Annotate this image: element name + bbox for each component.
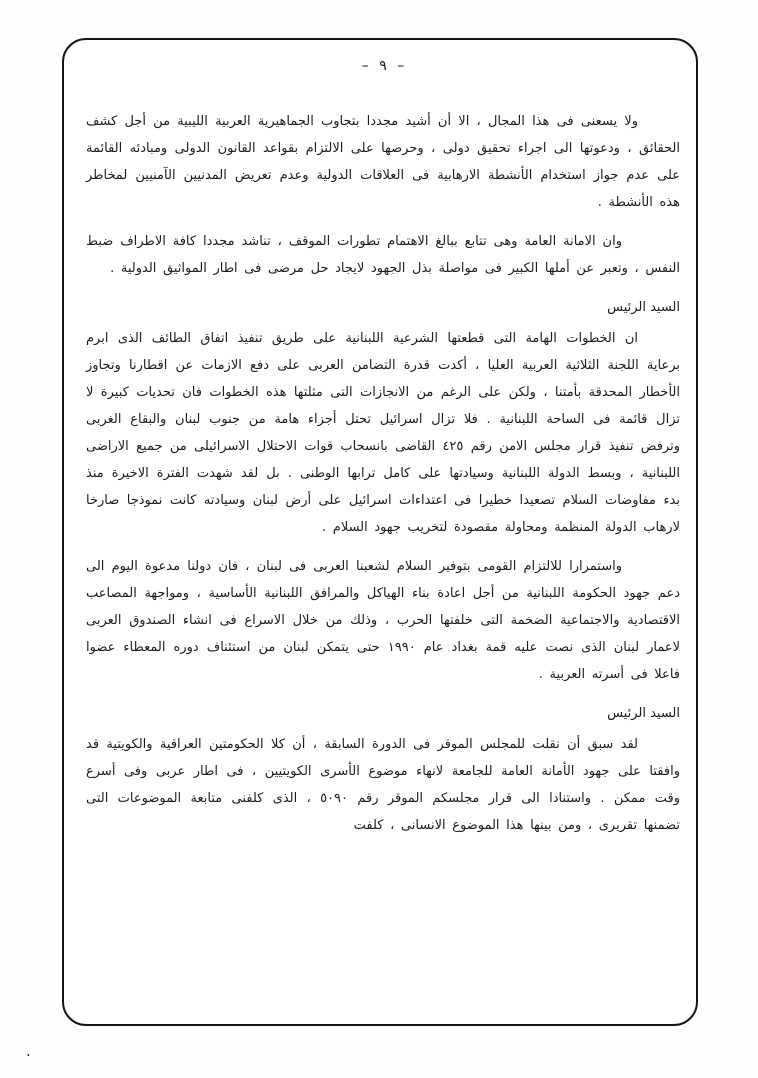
page-number: – ٩ –	[361, 58, 405, 74]
paragraph: لقد سبق أن نقلت للمجلس الموقر فى الدورة السابقة ، أن كلا الحكومتين العراقية والكويتية قد وافقتا على جهود الأمانة العامة للجامعة لانهاء موضوع الأسرى الكويتيين ، فى اطار عربى وفى أسرع وقت ممكن . واستنادا الى قرار مجلسكم الموقر رقم ٥٠٩٠ ، الذى كلفنى متابعة الموضوعات التى تضمنها تقريرى ، ومن بينها هذا الموضوع الانسانى ، كلفت	[86, 737, 680, 833]
scan-artifact-dot: .	[26, 1042, 31, 1060]
paragraph: واستمرارا للالتزام القومى بتوفير السلام لشعبنا العربى فى لبنان ، فان دولنا مدعوة اليوم الى دعم جهود الحكومة اللبنانية من أجل اعادة بناء الهياكل والمرافق اللبنانية الأساسية ، ومواجهة المصاعب الاقتصادية والاجتماعية الضخمة التى خلفتها الحرب ، وذلك من خلال الاسراع فى انشاء الصندوق العربى لاعمار لبنان الذى نصت عليه قمة بغداد عام ١٩٩٠ حتى يتمكن لبنان من استئناف دوره المعطاء عضوا فاعلا فى أسرته العربية .	[86, 559, 681, 682]
paragraph: وان الامانة العامة وهى تتابع ببالغ الاهتمام تطورات الموقف ، تناشد مجددا كافة الاطراف ضبط النفس ، وتعبر عن أملها الكبير فى مواصلة بذل الجهود لايجاد حل مرضى فى اطار المواثيق الدولية .	[86, 234, 680, 276]
paragraph: ولا يسعنى فى هذا المجال ، الا أن أشيد مجددا بتجاوب الجماهيرية العربية الليبية من أجل كشف الحقائق ، ودعوتها الى اجراء تحقيق دولى ، وحرصها على الالتزام بقواعد القانون الدولى ومبادئه القائمة على عدم جواز استخدام الأنشطة الارهابية فى العلاقات الدولية وعدم تعريض المدنيين الآمنيين لمخاطر هذه الأنشطة .	[86, 114, 680, 210]
section-heading: السيد الرئيس	[607, 300, 680, 315]
paragraph: ان الخطوات الهامة التى قطعتها الشرعية اللبنانية على طريق تنفيذ اتفاق الطائف الذى ابرم برعاية اللجنة الثلاثية العربية العليا ، أكدت قدرة التضامن العربى على دفع الازمات عن اقطارنا وتجاوز الأخطار المحدقة بأمتنا ، ولكن على الرغم من الانجازات التى مثلتها هذه الخطوات فان تحديات كبيرة لا تزال قائمة فى الساحة اللبنانية . فلا تزال اسرائيل تحتل أجزاء هامة من جنوب لبنان والبقاع الغربى وترفض تنفيذ قرار مجلس الامن رقم ٤٢٥ القاضى بانسحاب قوات الاحتلال الاسرائيلى من جميع الاراضى اللبنانية ، وبسط الدولة اللبنانية وسيادتها على كامل ترابها الوطنى . بل لقد شهدت الفترة الاخيرة منذ بدء مفاوضات السلام تصعيدا خطيرا فى اعتداءات اسرائيل على أرض لبنان وسيادته كانت نموذجا صارخا لارهاب الدولة المنظمة ومحاولة مقصودة لتخريب جهود السلام .	[86, 331, 681, 535]
page-content	[86, 58, 680, 851]
section-heading: السيد الرئيس	[607, 706, 680, 721]
